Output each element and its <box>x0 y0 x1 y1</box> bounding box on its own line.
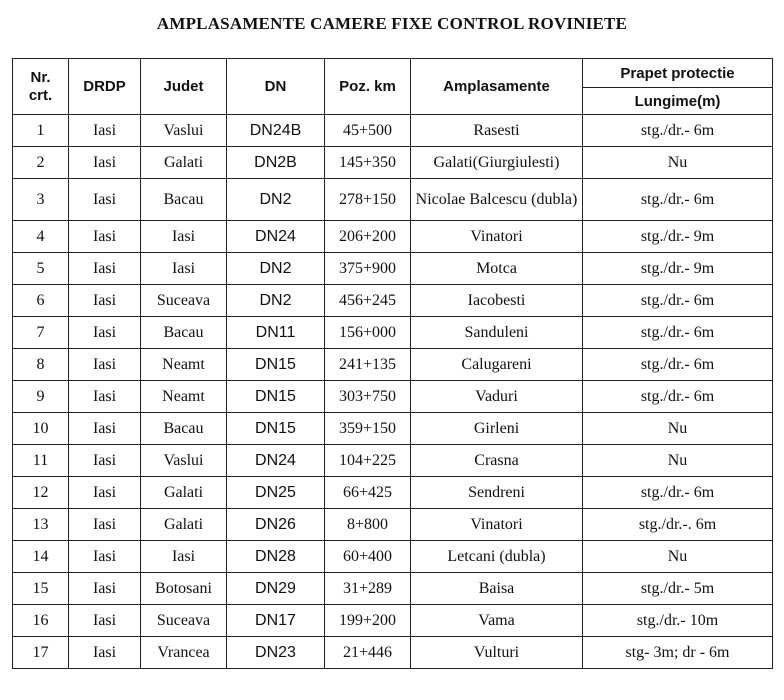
cell-dn: DN24 <box>227 445 325 477</box>
table-row <box>13 573 773 605</box>
cell-amplasament: Vama <box>411 605 583 637</box>
cell-prapet: stg./dr.-. 6m <box>583 509 773 541</box>
cell-amplasament: Letcani (dubla) <box>411 541 583 573</box>
cell-judet: Galati <box>141 147 227 179</box>
cell-amplasament: Crasna <box>411 445 583 477</box>
cell-dn: DN17 <box>227 605 325 637</box>
header-judet: Judet <box>141 59 227 115</box>
cell-poz-km: 359+150 <box>325 413 411 445</box>
cell-poz-km: 456+245 <box>325 285 411 317</box>
cell-nr: 14 <box>13 541 69 573</box>
cell-amplasament: Baisa <box>411 573 583 605</box>
table-row <box>13 445 773 477</box>
cell-dn: DN11 <box>227 317 325 349</box>
cell-dn: DN2 <box>227 285 325 317</box>
cell-amplasament: Girleni <box>411 413 583 445</box>
table-body <box>13 115 773 669</box>
cell-prapet: stg./dr.- 6m <box>583 285 773 317</box>
cell-drdp: Iasi <box>69 381 141 413</box>
cell-dn: DN24B <box>227 115 325 147</box>
cell-drdp: Iasi <box>69 115 141 147</box>
table-row <box>13 413 773 445</box>
cell-nr: 12 <box>13 477 69 509</box>
cell-prapet: stg./dr.- 6m <box>583 349 773 381</box>
cell-dn: DN29 <box>227 573 325 605</box>
cell-nr: 11 <box>13 445 69 477</box>
cell-judet: Neamt <box>141 349 227 381</box>
cell-prapet: stg./dr.- 6m <box>583 115 773 147</box>
cell-nr: 8 <box>13 349 69 381</box>
cell-drdp: Iasi <box>69 179 141 221</box>
document-title: AMPLASAMENTE CAMERE FIXE CONTROL ROVINIETE <box>156 14 628 33</box>
cell-judet: Bacau <box>141 413 227 445</box>
cell-drdp: Iasi <box>69 413 141 445</box>
cell-judet: Bacau <box>141 317 227 349</box>
cell-prapet: stg- 3m; dr - 6m <box>583 637 773 669</box>
cell-judet: Botosani <box>141 573 227 605</box>
cell-poz-km: 21+446 <box>325 637 411 669</box>
table-row <box>13 541 773 573</box>
header-dn: DN <box>227 59 325 115</box>
table-row <box>13 381 773 413</box>
cell-dn: DN2 <box>227 179 325 221</box>
cell-poz-km: 145+350 <box>325 147 411 179</box>
table-row <box>13 147 773 179</box>
cell-nr: 17 <box>13 637 69 669</box>
cell-amplasament: Sanduleni <box>411 317 583 349</box>
cell-poz-km: 206+200 <box>325 221 411 253</box>
cell-dn: DN25 <box>227 477 325 509</box>
cell-drdp: Iasi <box>69 573 141 605</box>
header-poz-km: Poz. km <box>325 59 411 115</box>
cell-judet: Vrancea <box>141 637 227 669</box>
cell-nr: 16 <box>13 605 69 637</box>
cell-prapet: stg./dr.- 5m <box>583 573 773 605</box>
cell-nr: 4 <box>13 221 69 253</box>
table-row <box>13 605 773 637</box>
cell-prapet: stg./dr.- 6m <box>583 179 773 221</box>
cell-prapet: Nu <box>583 147 773 179</box>
cell-judet: Vaslui <box>141 445 227 477</box>
cell-drdp: Iasi <box>69 147 141 179</box>
cell-judet: Galati <box>141 509 227 541</box>
cell-nr: 1 <box>13 115 69 147</box>
table-row <box>13 221 773 253</box>
cell-drdp: Iasi <box>69 541 141 573</box>
cell-poz-km: 241+135 <box>325 349 411 381</box>
table-row <box>13 253 773 285</box>
cell-amplasament: Calugareni <box>411 349 583 381</box>
cell-judet: Vaslui <box>141 115 227 147</box>
table-row <box>13 477 773 509</box>
cell-amplasament: Vaduri <box>411 381 583 413</box>
header-nr-crt: Nr. crt. <box>13 59 69 115</box>
camera-locations-table <box>12 58 773 669</box>
cell-drdp: Iasi <box>69 477 141 509</box>
cell-amplasament: Vinatori <box>411 221 583 253</box>
cell-nr: 13 <box>13 509 69 541</box>
cell-prapet: Nu <box>583 445 773 477</box>
cell-judet: Iasi <box>141 221 227 253</box>
cell-poz-km: 278+150 <box>325 179 411 221</box>
cell-dn: DN26 <box>227 509 325 541</box>
cell-amplasament: Vinatori <box>411 509 583 541</box>
cell-nr: 5 <box>13 253 69 285</box>
cell-poz-km: 31+289 <box>325 573 411 605</box>
cell-drdp: Iasi <box>69 221 141 253</box>
cell-drdp: Iasi <box>69 253 141 285</box>
cell-poz-km: 156+000 <box>325 317 411 349</box>
cell-judet: Galati <box>141 477 227 509</box>
cell-prapet: Nu <box>583 413 773 445</box>
cell-nr: 15 <box>13 573 69 605</box>
cell-nr: 3 <box>13 179 69 221</box>
cell-judet: Iasi <box>141 541 227 573</box>
header-amplasamente: Amplasamente <box>411 59 583 115</box>
cell-nr: 2 <box>13 147 69 179</box>
table-row <box>13 637 773 669</box>
cell-drdp: Iasi <box>69 445 141 477</box>
cell-dn: DN15 <box>227 381 325 413</box>
cell-dn: DN24 <box>227 221 325 253</box>
cell-amplasament: Sendreni <box>411 477 583 509</box>
cell-poz-km: 375+900 <box>325 253 411 285</box>
cell-nr: 10 <box>13 413 69 445</box>
cell-poz-km: 60+400 <box>325 541 411 573</box>
cell-drdp: Iasi <box>69 349 141 381</box>
cell-dn: DN2 <box>227 253 325 285</box>
cell-poz-km: 66+425 <box>325 477 411 509</box>
cell-drdp: Iasi <box>69 509 141 541</box>
cell-drdp: Iasi <box>69 317 141 349</box>
cell-prapet: stg./dr.- 6m <box>583 317 773 349</box>
cell-prapet: stg./dr.- 6m <box>583 381 773 413</box>
cell-amplasament: Vulturi <box>411 637 583 669</box>
cell-judet: Bacau <box>141 179 227 221</box>
cell-dn: DN15 <box>227 413 325 445</box>
cell-dn: DN28 <box>227 541 325 573</box>
cell-judet: Neamt <box>141 381 227 413</box>
cell-prapet: stg./dr.- 6m <box>583 477 773 509</box>
header-drdp: DRDP <box>69 59 141 115</box>
table-row <box>13 509 773 541</box>
cell-nr: 6 <box>13 285 69 317</box>
cell-nr: 9 <box>13 381 69 413</box>
header-prapet-protectie: Prapet protectie <box>583 59 773 88</box>
cell-poz-km: 8+800 <box>325 509 411 541</box>
cell-amplasament: Rasesti <box>411 115 583 147</box>
cell-amplasament: Motca <box>411 253 583 285</box>
cell-amplasament: Nicolae Balcescu (dubla) <box>411 179 583 221</box>
cell-drdp: Iasi <box>69 605 141 637</box>
cell-judet: Iasi <box>141 253 227 285</box>
cell-poz-km: 303+750 <box>325 381 411 413</box>
header-lungime: Lungime(m) <box>583 88 773 115</box>
cell-drdp: Iasi <box>69 637 141 669</box>
cell-amplasament: Iacobesti <box>411 285 583 317</box>
cell-dn: DN23 <box>227 637 325 669</box>
cell-drdp: Iasi <box>69 285 141 317</box>
table-row <box>13 349 773 381</box>
cell-prapet: Nu <box>583 541 773 573</box>
cell-dn: DN15 <box>227 349 325 381</box>
cell-poz-km: 45+500 <box>325 115 411 147</box>
table-row <box>13 285 773 317</box>
table-row <box>13 179 773 221</box>
cell-amplasament: Galati(Giurgiulesti) <box>411 147 583 179</box>
cell-prapet: stg./dr.- 9m <box>583 221 773 253</box>
cell-judet: Suceava <box>141 605 227 637</box>
table-row <box>13 317 773 349</box>
cell-dn: DN2B <box>227 147 325 179</box>
cell-poz-km: 104+225 <box>325 445 411 477</box>
table-row <box>13 115 773 147</box>
cell-prapet: stg./dr.- 10m <box>583 605 773 637</box>
cell-judet: Suceava <box>141 285 227 317</box>
cell-nr: 7 <box>13 317 69 349</box>
cell-poz-km: 199+200 <box>325 605 411 637</box>
cell-prapet: stg./dr.- 9m <box>583 253 773 285</box>
